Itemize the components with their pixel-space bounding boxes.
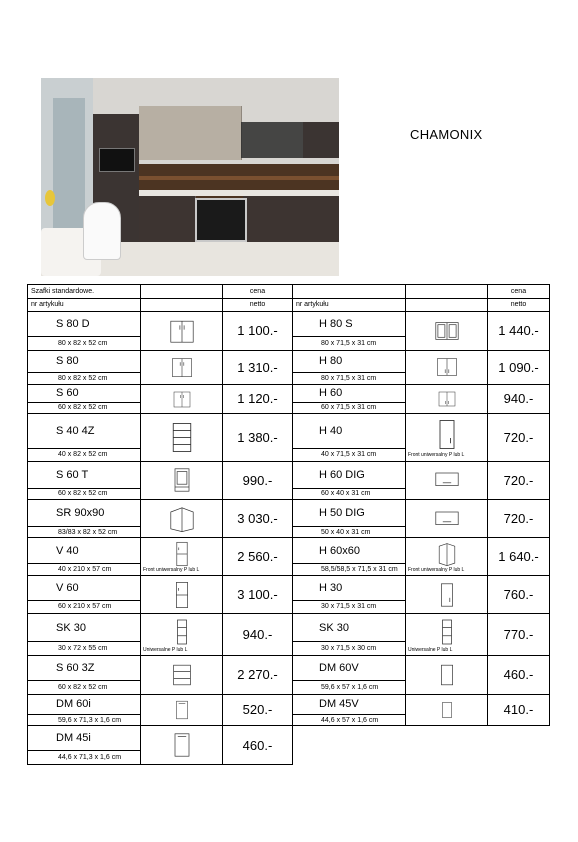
tall-cabinet-icon xyxy=(141,541,222,567)
left-item-image xyxy=(141,384,223,413)
panel-front-icon xyxy=(406,699,487,721)
three-drawer-icon xyxy=(141,661,222,689)
left-item-image xyxy=(141,461,223,499)
net-header: netto xyxy=(488,298,550,312)
left-item-dims: 60 x 82 x 52 cm xyxy=(28,402,141,413)
wall-two-door-icon xyxy=(406,389,487,409)
right-item-price: 720.- xyxy=(488,461,550,499)
left-item-price: 940.- xyxy=(223,614,293,656)
front-note: Front uniwersalny P lub L xyxy=(143,566,200,573)
wall-single-door-icon xyxy=(406,417,487,452)
right-item-dims: 80 x 71,5 x 31 cm xyxy=(293,373,406,384)
right-item-price: 720.- xyxy=(488,414,550,462)
left-item-dims: 59,6 x 71,3 x 1,6 cm xyxy=(28,715,141,726)
right-item-code: H 40 xyxy=(293,414,406,449)
left-item-price: 1 380.- xyxy=(223,414,293,462)
right-item-price: 460.- xyxy=(488,656,550,694)
left-item-price: 3 100.- xyxy=(223,575,293,613)
left-item-dims: 60 x 82 x 52 cm xyxy=(28,681,141,695)
left-item-code: SR 90x90 xyxy=(28,500,141,527)
right-item-price: 720.- xyxy=(488,500,550,538)
tall-cabinet-icon xyxy=(141,581,222,609)
left-item-dims: 60 x 210 x 57 cm xyxy=(28,600,141,614)
left-item-price: 520.- xyxy=(223,694,293,726)
base-two-door-icon xyxy=(141,355,222,379)
left-item-code: V 60 xyxy=(28,575,141,600)
right-item-image xyxy=(406,312,488,350)
price-header: cena xyxy=(488,285,550,299)
left-item-code: S 60 T xyxy=(28,461,141,488)
right-item-image xyxy=(406,575,488,613)
right-item-image xyxy=(406,500,488,538)
kitchen-photo xyxy=(41,78,339,276)
wall-two-door-icon xyxy=(406,355,487,379)
right-item-image xyxy=(406,656,488,694)
right-item-image xyxy=(406,694,488,726)
left-item-dims: 30 x 72 x 55 cm xyxy=(28,642,141,656)
brand-name: CHAMONIX xyxy=(410,127,483,142)
right-item-dims: 50 x 40 x 31 cm xyxy=(293,527,406,538)
wall-flap-icon xyxy=(406,505,487,533)
left-item-code: DM 60i xyxy=(28,694,141,714)
left-item-dims: 40 x 82 x 52 cm xyxy=(28,448,141,461)
right-item-code: SK 30 xyxy=(293,614,406,642)
corner-wall-icon xyxy=(406,541,487,567)
right-item-dims: 30 x 71,5 x 31 cm xyxy=(293,600,406,614)
right-item-dims: 30 x 71,5 x 30 cm xyxy=(293,642,406,656)
right-item-dims: 60 x 40 x 31 cm xyxy=(293,488,406,499)
left-item-image xyxy=(141,538,223,575)
price-header: cena xyxy=(223,285,293,299)
right-item-code: H 60 DIG xyxy=(293,461,406,488)
front-note: Uniwersalne P lub L xyxy=(143,646,188,653)
right-item-code: H 50 DIG xyxy=(293,500,406,527)
left-item-image xyxy=(141,350,223,384)
right-item-code: H 80 S xyxy=(293,312,406,337)
left-item-image xyxy=(141,500,223,538)
drawer-unit-icon xyxy=(141,420,222,455)
right-item-dims: 40 x 71,5 x 31 cm xyxy=(293,448,406,461)
base-two-door-icon xyxy=(141,389,222,409)
right-item-image xyxy=(406,414,488,462)
right-item-dims: 59,6 x 57 x 1,6 cm xyxy=(293,681,406,695)
dishwasher-front-icon xyxy=(141,699,222,721)
left-item-image xyxy=(141,694,223,726)
left-item-code: SK 30 xyxy=(28,614,141,642)
right-item-code: H 80 xyxy=(293,350,406,373)
left-item-image xyxy=(141,656,223,694)
right-item-image xyxy=(406,350,488,384)
front-note: Uniwersalne P lub L xyxy=(408,646,453,653)
right-item-code: DM 45V xyxy=(293,694,406,714)
left-item-image xyxy=(141,414,223,462)
left-item-price: 2 270.- xyxy=(223,656,293,694)
left-item-image xyxy=(141,726,223,765)
right-item-dims: 44,6 x 57 x 1,6 cm xyxy=(293,715,406,726)
right-item-price: 940.- xyxy=(488,384,550,413)
right-item-image xyxy=(406,384,488,413)
left-item-image xyxy=(141,312,223,350)
left-item-price: 990.- xyxy=(223,461,293,499)
right-item-price: 1 440.- xyxy=(488,312,550,350)
price-table xyxy=(27,284,550,765)
article-header: nr artykułu xyxy=(293,298,406,312)
wall-flap-icon xyxy=(406,466,487,494)
corner-base-icon xyxy=(141,505,222,533)
base-two-door-icon xyxy=(141,317,222,345)
left-item-dims: 60 x 82 x 52 cm xyxy=(28,488,141,499)
right-item-dims: 60 x 71,5 x 31 cm xyxy=(293,402,406,413)
left-item-price: 1 310.- xyxy=(223,350,293,384)
left-item-dims: 80 x 82 x 52 cm xyxy=(28,373,141,384)
left-item-code: DM 45i xyxy=(28,726,141,751)
left-item-code: S 60 xyxy=(28,384,141,402)
left-item-image xyxy=(141,614,223,656)
left-item-code: S 40 4Z xyxy=(28,414,141,449)
right-item-code: H 60 xyxy=(293,384,406,402)
right-item-dims: 80 x 71,5 x 31 cm xyxy=(293,337,406,351)
right-item-price: 1 090.- xyxy=(488,350,550,384)
front-note: Front uniwersalny P lub L xyxy=(408,566,465,573)
left-item-dims: 83/83 x 82 x 52 cm xyxy=(28,527,141,538)
left-item-price: 3 030.- xyxy=(223,500,293,538)
left-item-dims: 40 x 210 x 57 cm xyxy=(28,564,141,576)
left-item-price: 1 100.- xyxy=(223,312,293,350)
right-item-price: 770.- xyxy=(488,614,550,656)
panel-front-icon xyxy=(406,661,487,689)
right-item-image xyxy=(406,538,488,575)
open-shelf-icon xyxy=(141,617,222,647)
left-item-price: 2 560.- xyxy=(223,538,293,575)
left-item-price: 460.- xyxy=(223,726,293,765)
article-header: nr artykułu xyxy=(28,298,141,312)
right-item-image xyxy=(406,614,488,656)
right-item-price: 760.- xyxy=(488,575,550,613)
glass-wall-cabinet-icon xyxy=(406,317,487,345)
right-item-price: 1 640.- xyxy=(488,538,550,575)
right-item-price: 410.- xyxy=(488,694,550,726)
right-item-code: H 60x60 xyxy=(293,538,406,564)
right-item-dims: 58,5/58,5 x 71,5 x 31 cm xyxy=(293,564,406,576)
open-shelf-icon xyxy=(406,617,487,647)
left-item-code: S 80 xyxy=(28,350,141,373)
left-item-image xyxy=(141,575,223,613)
left-item-price: 1 120.- xyxy=(223,384,293,413)
section-title: Szafki standardowe. xyxy=(28,285,141,299)
left-item-code: V 40 xyxy=(28,538,141,564)
wall-single-door-icon xyxy=(406,581,487,609)
right-item-code: DM 60V xyxy=(293,656,406,681)
left-item-code: S 80 D xyxy=(28,312,141,337)
left-item-code: S 60 3Z xyxy=(28,656,141,681)
front-note: Front uniwersalny P lub L xyxy=(408,451,465,458)
net-header: netto xyxy=(223,298,293,312)
right-item-image xyxy=(406,461,488,499)
oven-housing-icon xyxy=(141,466,222,494)
left-item-dims: 44,6 x 71,3 x 1,6 cm xyxy=(28,751,141,765)
left-item-dims: 80 x 82 x 52 cm xyxy=(28,337,141,351)
right-item-code: H 30 xyxy=(293,575,406,600)
dishwasher-front-icon xyxy=(141,731,222,759)
